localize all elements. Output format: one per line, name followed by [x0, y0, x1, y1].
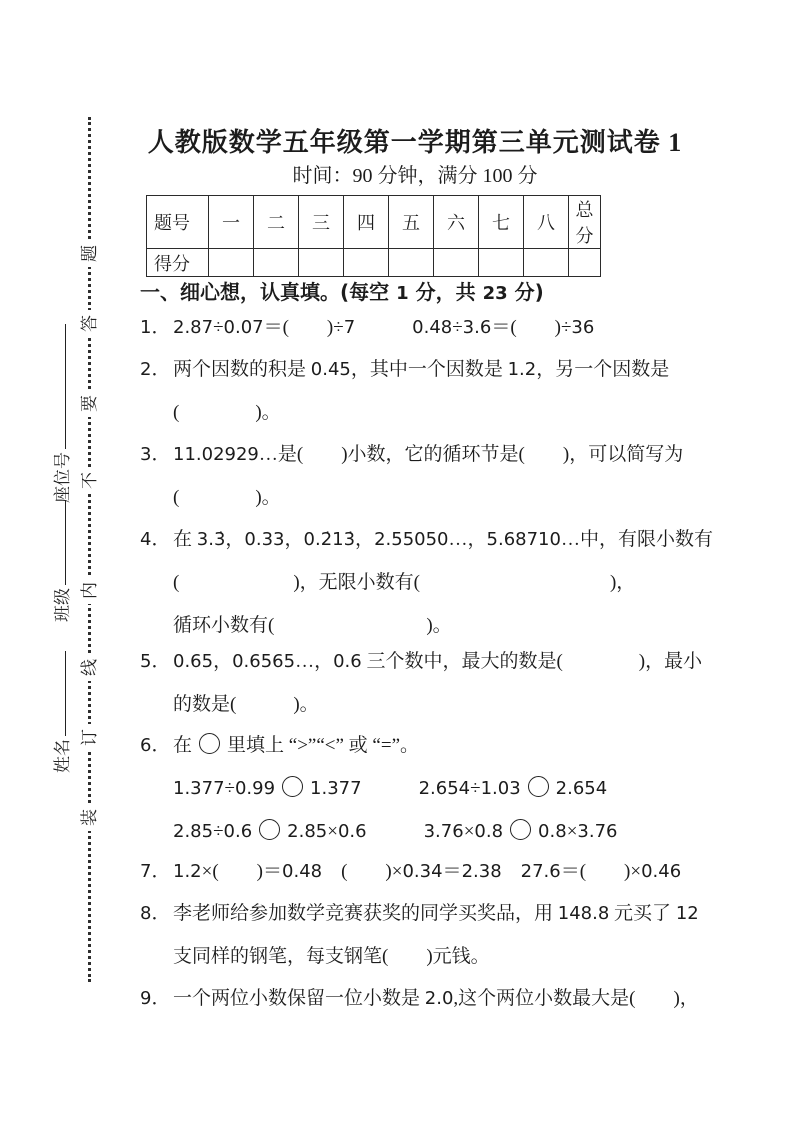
compare-circle: [510, 819, 531, 840]
score-col-header: 八: [524, 196, 569, 249]
compare-circle: [528, 776, 549, 797]
question: [140, 892, 699, 978]
score-cell: [299, 249, 344, 277]
info-field-seat: [51, 324, 75, 503]
question-line: 在 3.3̇，0.33，0.2̇13̇，2.55050…，5.68710…中，有限小数有: [173, 529, 713, 550]
binding-char: 订: [76, 724, 103, 751]
score-cell: [209, 249, 254, 277]
paper-subtitle: 时间：90 分钟，满分 100 分: [292, 165, 538, 187]
fill-in-line: [61, 651, 66, 736]
info-field-label: 座位号: [53, 452, 72, 503]
question-number: 8．: [140, 903, 171, 924]
question: [140, 724, 692, 853]
info-field-label: 姓名: [53, 739, 72, 773]
score-col-header: 四: [344, 196, 389, 249]
binding-char: 线: [76, 654, 103, 681]
score-col-header: 三: [299, 196, 344, 249]
info-field-name: [51, 651, 75, 773]
question-line: ( )。: [173, 487, 281, 508]
score-table-row-label: 得分: [147, 249, 209, 277]
question-line: 11.02929…是( )小数，它的循环节是( )，可以简写为: [173, 444, 684, 465]
score-col-header: 总分: [569, 196, 601, 249]
binding-char: 题: [76, 240, 103, 267]
binding-char: 不: [76, 467, 103, 494]
score-col-header: 六: [434, 196, 479, 249]
binding-char: 内: [76, 577, 103, 604]
question-number: 3．: [140, 444, 171, 465]
score-table: [146, 195, 662, 277]
question: [140, 433, 692, 519]
info-field-label: 班级: [53, 588, 72, 622]
question: [140, 306, 692, 349]
question-number: 1．: [140, 317, 171, 338]
question: [140, 518, 713, 647]
question-line: 循环小数有( )。: [173, 615, 452, 636]
question: [140, 640, 703, 726]
score-table-header-row: [147, 196, 662, 249]
question-line: 2.87÷0.07＝( )÷7 0.48÷3.6＝( )÷36: [173, 317, 595, 338]
question-number: 2．: [140, 359, 171, 380]
compare-circle: [282, 776, 303, 797]
info-field-class: [51, 500, 75, 622]
compare-circle: [259, 819, 280, 840]
question: [140, 348, 692, 434]
question-line: ( )，无限小数有( )，: [173, 572, 636, 593]
compare-circle: [199, 733, 220, 754]
section-heading: 一、细心想，认真填。(每空 1 分，共 23 分): [140, 280, 544, 304]
score-table-row-label: 题号: [147, 196, 209, 249]
binding-char: 答: [76, 310, 103, 337]
score-col-header: 一: [209, 196, 254, 249]
question-line: 支同样的钢笔，每支钢笔( )元钱。: [173, 946, 490, 967]
question-number: 5．: [140, 651, 171, 672]
score-col-header: 二: [254, 196, 299, 249]
score-cell: [434, 249, 479, 277]
question-line: 李老师给参加数学竞赛获奖的同学买奖品，用 148.8 元买了 12: [173, 903, 699, 924]
fill-in-line: [61, 500, 66, 585]
question-number: 6．: [140, 735, 171, 756]
binding-char: 要: [76, 390, 103, 417]
question-line: 0.65，0.6565…，0.6 三个数中，最大的数是( )，最小: [173, 651, 703, 672]
score-col-header: 七: [479, 196, 524, 249]
score-cell: [389, 249, 434, 277]
question-line: ( )。: [173, 402, 281, 423]
question-line: 1.377÷0.99 1.377 2.654÷1.03 2.654: [173, 778, 608, 799]
question-line: 的数是( )。: [173, 694, 319, 715]
score-cell: [524, 249, 569, 277]
question-number: 9．: [140, 988, 171, 1009]
question-line: 在 里填上 “>”“<” 或 “=”。: [173, 735, 420, 756]
score-cell: [569, 249, 601, 277]
question-line: 1.2×( )＝0.48 ( )×0.34＝2.38 27.6＝( )×0.46: [173, 861, 682, 882]
score-cell: [344, 249, 389, 277]
score-table-score-row: [147, 249, 662, 277]
question: [140, 977, 699, 1020]
paper-title: 人教版数学五年级第一学期第三单元测试卷 1: [147, 128, 683, 157]
question: [140, 850, 692, 893]
question-line: 一个两位小数保留一位小数是 2.0,这个两位小数最大是( )，: [173, 988, 699, 1009]
score-cell: [254, 249, 299, 277]
score-col-header: 五: [389, 196, 434, 249]
question-line: 2.85÷0.6 2.85×0.6 3.76×0.8 0.8×3.76: [173, 821, 618, 842]
question-number: 7．: [140, 861, 171, 882]
question-number: 4．: [140, 529, 171, 550]
binding-char: 装: [76, 804, 103, 831]
score-cell: [479, 249, 524, 277]
fill-in-line: [61, 324, 66, 449]
question-line: 两个因数的积是 0.45，其中一个因数是 1.2，另一个因数是: [173, 359, 670, 380]
